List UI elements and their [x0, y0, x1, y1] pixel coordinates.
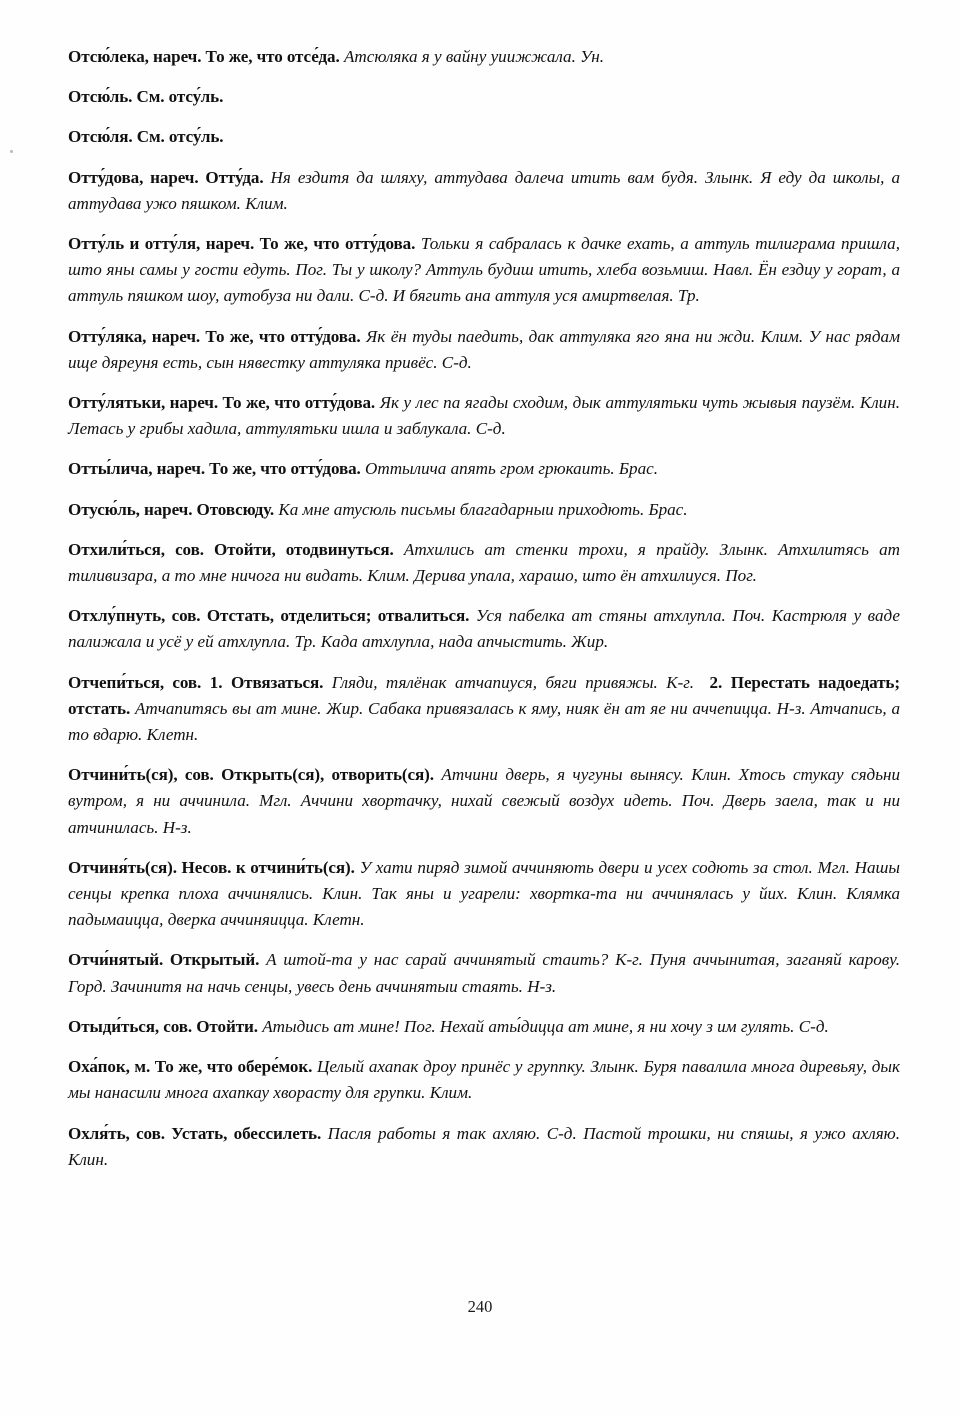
- dictionary-entries-column: [68, 44, 900, 1173]
- dictionary-entry: [68, 855, 900, 934]
- entry-examples: Як ён туды паедить, дак аттуляка яго яна ни жди. Клим. У нас рядам ище дяреуня есть, сын нявестку аттуляка привёс. С-д.: [68, 326, 900, 372]
- entry-examples: А штой-та у нас сарай аччинятый стаить? К-г. Пуня аччынитая, заганяй карову. Горд. Зачинитя на начь сенцы, увесь день аччинятыи стаять. Н-з.: [68, 950, 900, 996]
- entry-headword: Отсю́лека, нареч. То же, что отсе́да.: [68, 47, 340, 66]
- dictionary-entry: [68, 1121, 900, 1173]
- entry-examples: У хати пиряд зимой аччиняють двери и усех содють за стол. Мгл. Нашы сенцы крепка плоха аччинялись. Клин. Так яны и угарели: хвортка-та ни аччинялась у йих. Клин. Клямка падымаицца, дверка аччиняицца. Клетн.: [68, 857, 900, 930]
- dictionary-entry: [68, 1054, 900, 1106]
- sense-number-2: 2.: [709, 672, 723, 692]
- dictionary-entry: [68, 762, 900, 841]
- dictionary-entry: [68, 165, 900, 217]
- entry-examples: Ня ездитя да шляху, аттудава далеча итить вам будя. Злынк. Я еду да школы, а аттудава ужо пяшком. Клим.: [68, 167, 900, 213]
- entry-headword: Отту́ляка, нареч. То же, что отту́дова.: [68, 326, 361, 346]
- entry-examples: Целый ахапак дроу принёс у группку. Злынк. Буря павалила многа диревьяу, дык мы нанасили многа ахапкау хворасту для групки. Клим.: [68, 1057, 900, 1103]
- dictionary-entry: [68, 124, 900, 150]
- entry-examples: Атчини дверь, я чугуны вынясу. Клин. Хтось стукау сядьни вутром, я ни аччинила. Мгл. Аччини хвортачку, нихай свежый воздух идеть. Поч. Дверь заела, так и ни атчинилась. Н-з.: [68, 765, 900, 837]
- entry-headword: Отту́дова, нареч. Отту́да.: [68, 167, 264, 187]
- dictionary-entry: [68, 603, 900, 655]
- sense-examples-1: Гляди, тялёнак атчапиуся, бяги привяжы. К-г.: [331, 672, 695, 692]
- dictionary-entry: [68, 324, 900, 376]
- scan-speck: [10, 150, 13, 153]
- entry-examples: Як у лес па ягады сходим, дык аттулятьки чуть жывыя паузём. Клин. Летась у грибы хадила, аттулятьки ишла и заблукала. С-д.: [68, 393, 900, 439]
- entry-examples: Ка мне атусюль письмы благадарныи приходють. Брас.: [278, 499, 688, 519]
- dictionary-entry: [68, 456, 900, 482]
- sense-examples-2: Атчапитясь вы ат мине. Жир. Сабака привязалась к яму, нияк ён ат яе ни аччепицца. Н-з. Атчапись, а то вдарю. Клетн.: [68, 698, 900, 745]
- sense-number-1: 1.: [209, 672, 223, 692]
- entry-headword: Отчиня́ть(ся). Несов. к отчини́ть(ся).: [68, 857, 355, 877]
- entry-headword: Отхили́ться, сов. Отойти, отодвинуться.: [68, 539, 394, 559]
- entry-headword: Отсю́ль. См. отсу́ль.: [68, 87, 224, 107]
- entry-examples: Атхились ат стенки трохи, я прайду. Злынк. Атхилитясь ат тиливизара, а то мне ничога ни видать. Клим. Дерива упала, харашо, што ён атхилиуся. Пог.: [68, 539, 900, 586]
- entry-examples: Оттылича апять гром грюкаить. Брас.: [365, 459, 658, 479]
- entry-headword: Отусю́ль, нареч. Отовсюду.: [68, 499, 275, 519]
- dictionary-entry-multisense: [68, 670, 900, 749]
- dictionary-entry: [68, 947, 900, 999]
- entry-examples: Атыдись ат мине! Пог. Нехай аты́дицца ат мине, я ни хочу з им гулять. С-д.: [262, 1016, 829, 1036]
- entry-headword: Отты́лича, нареч. То же, что отту́дова.: [68, 459, 361, 479]
- entry-headword: Отчи́нятый. Открытый.: [68, 950, 260, 970]
- entry-headword: Оха́пок, м. То же, что обере́мок.: [68, 1057, 313, 1077]
- entry-headword: Отчини́ть(ся), сов. Открыть(ся), отворить(ся).: [68, 765, 434, 785]
- dictionary-entry: [68, 1014, 900, 1040]
- sense-definition-1: Отвязаться.: [230, 672, 324, 692]
- dictionary-entry: [68, 84, 900, 110]
- dictionary-entry: [68, 537, 900, 589]
- entry-examples: Тольки я сабралась к дачке ехать, а аттуль тилиграма пришла, што яны самы у гости едуть. Пог. Ты у школу? Аттуль будиш итить, хлеба возьмиш. Навл. Ён ездиу у горат, а аттуль пяшком шоу, аутобуза ни дали. С-д. И бягить ана аттуля уся амиртвелая. Тр.: [68, 234, 900, 306]
- entry-headword: Отхлу́пнуть, сов. Отстать, отделиться; отвалиться.: [68, 606, 470, 626]
- entry-headword: Отту́ль и отту́ля, нареч. То же, что отту́дова.: [68, 234, 416, 254]
- entry-headword: Отчепи́ться, сов.: [68, 672, 202, 692]
- page-number: 240: [467, 1297, 493, 1316]
- entry-headword: Отту́лятьки, нареч. То же, что отту́дова.: [68, 393, 376, 413]
- entry-headword: Отсю́ля. См. отсу́ль.: [68, 127, 224, 147]
- entry-examples: Уся пабелка ат стяны атхлупла. Поч. Кастрюля у ваде палижала и усё у ей атхлупла. Тр. Када атхлупла, нада апчыстить. Жир.: [68, 606, 900, 652]
- entry-headword: Отыди́ться, сов. Отойти.: [68, 1016, 258, 1036]
- dictionary-entry: [68, 231, 900, 310]
- dictionary-entry: [68, 390, 900, 442]
- dictionary-entry: [68, 44, 900, 70]
- entry-examples: Атсюляка я у вайну уиижжала. Ун.: [343, 47, 604, 66]
- sense-definition-2: Перестать надоедать; отстать.: [68, 672, 900, 718]
- entry-examples: Пасля работы я так ахляю. С-д. Пастой трошки, ни спяшы, я ужо ахляю. Клин.: [68, 1123, 900, 1169]
- entry-headword: Охля́ть, сов. Устать, обессилеть.: [68, 1123, 322, 1143]
- dictionary-entry: [68, 497, 900, 523]
